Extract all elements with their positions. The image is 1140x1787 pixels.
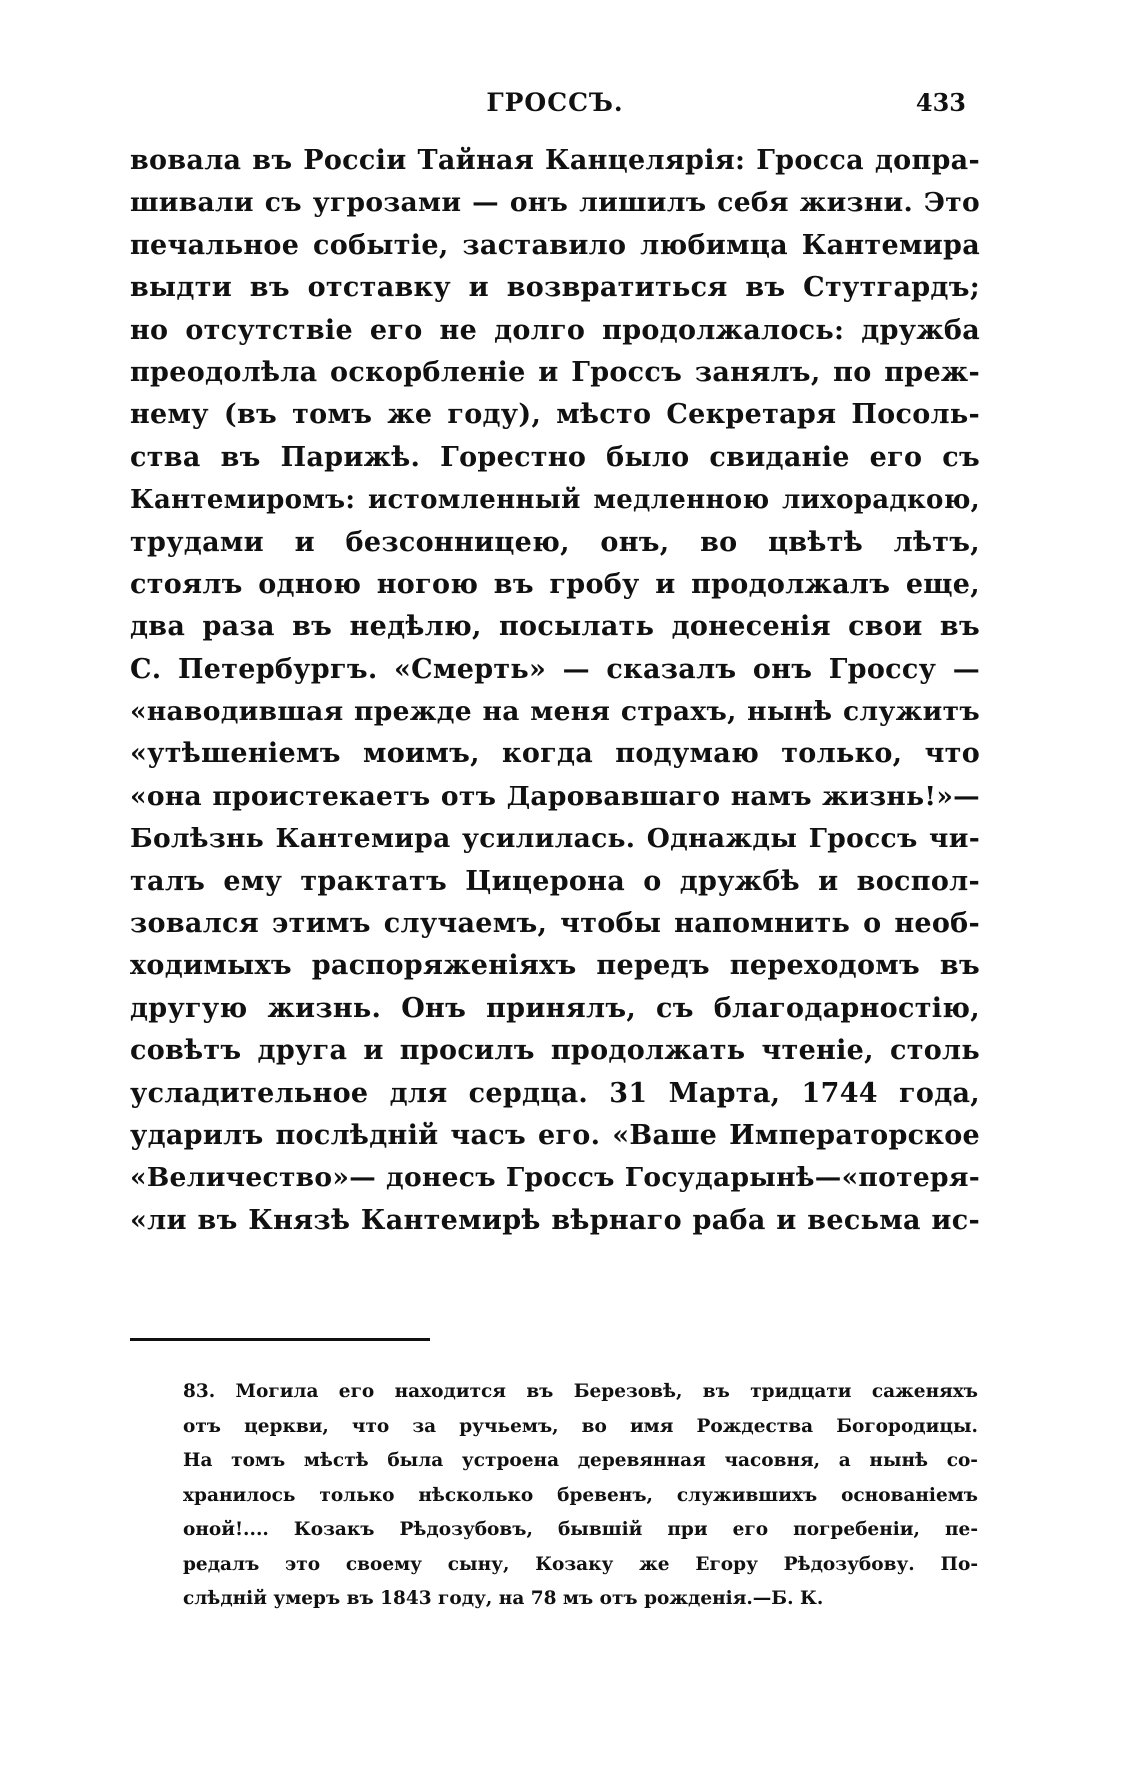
footnote-line: слѣдній умеръ въ 1843 году, на 78 мъ отъ рожденія.—Б. К. (183, 1588, 824, 1609)
text-line: совѣтъ друга и просилъ продолжать чтеніе, столь (130, 1035, 980, 1067)
text-line: ства въ Парижѣ. Горестно было свиданіе его съ (130, 441, 980, 473)
text-line: «ли въ Князѣ Кантемирѣ вѣрнаго раба и весьма ис- (130, 1204, 980, 1236)
text-line: талъ ему трактатъ Цицерона о дружбѣ и воспол- (130, 865, 980, 897)
footnote-line: оной!.... Козакъ Рѣдозубовъ, бывшій при его погребеніи, пе- (183, 1519, 978, 1540)
footnote-divider (130, 1338, 430, 1341)
text-line: Кантемиромъ: истомленный медленною лихорадкою, (130, 485, 980, 516)
text-line: ходимыхъ распоряженіяхъ передъ переходомъ въ (130, 950, 980, 982)
text-line: стоялъ одною ногою въ гробу и продолжалъ еще, (130, 568, 980, 600)
text-line: С. Петербургъ. «Смерть» — сказалъ онъ Гроссу — (130, 653, 980, 685)
text-line: выдти въ отставку и возвратиться въ Стутгардъ; (130, 272, 980, 304)
text-line: трудами и безсонницею, онъ, во цвѣтѣ лѣтъ, (130, 526, 980, 558)
body-text (130, 140, 980, 1242)
text-line: другую жизнь. Онъ принялъ, съ благодарностію, (130, 992, 980, 1024)
footnote-line: хранилось только нѣсколько бревенъ, служившихъ основаніемъ (183, 1484, 978, 1506)
text-line: вовала въ Россіи Тайная Канцелярія: Гросса допра- (130, 145, 980, 176)
text-line: ударилъ послѣдній часъ его. «Ваше Императорское (130, 1119, 980, 1151)
text-line: зовался этимъ случаемъ, чтобы напомнить о необ- (130, 908, 980, 940)
text-line: печальное событіе, заставило любимца Кантемира (130, 229, 980, 261)
text-line: «наводившая прежде на меня страхъ, нынѣ служитъ (130, 696, 980, 728)
text-line: но отсутствіе его не долго продолжалось: дружба (130, 314, 980, 346)
footnote (183, 1375, 978, 1617)
footnote-line: редалъ это своему сыну, Козаку же Егору Рѣдозубову. По- (183, 1553, 978, 1575)
text-line: два раза въ недѣлю, посылать донесенія свои въ (130, 611, 980, 643)
text-line: «она проистекаетъ отъ Даровавшаго намъ жизнь!»— (130, 780, 980, 812)
footnote-line: 83. Могила его находится въ Березовѣ, въ тридцати саженяхъ (183, 1381, 978, 1402)
text-line: нему (въ томъ же году), мѣсто Секретаря Посоль- (130, 399, 980, 431)
text-line: «Величество»— донесъ Гроссъ Государынѣ—«потеря- (130, 1162, 980, 1194)
footnote-line: На томъ мѣстѣ была устроена деревянная часовня, а нынѣ со- (183, 1450, 978, 1471)
page-header (130, 88, 980, 120)
text-line: Болѣзнь Кантемира усилилась. Однажды Гроссъ чи- (130, 823, 980, 855)
text-line: шивали съ угрозами — онъ лишилъ себя жизни. Это (130, 187, 980, 219)
page-number: 433 (915, 88, 966, 117)
text-line: «утѣшеніемъ моимъ, когда подумаю только, что (130, 738, 980, 770)
text-line: преодолѣла оскорбленіе и Гроссъ занялъ, по преж- (130, 356, 980, 388)
running-title: ГРОССЪ. (486, 88, 624, 117)
text-line: усладительное для сердца. 31 Марта, 1744 года, (130, 1077, 980, 1109)
footnote-line: отъ церкви, что за ручьемъ, во имя Рождества Богородицы. (183, 1415, 978, 1437)
